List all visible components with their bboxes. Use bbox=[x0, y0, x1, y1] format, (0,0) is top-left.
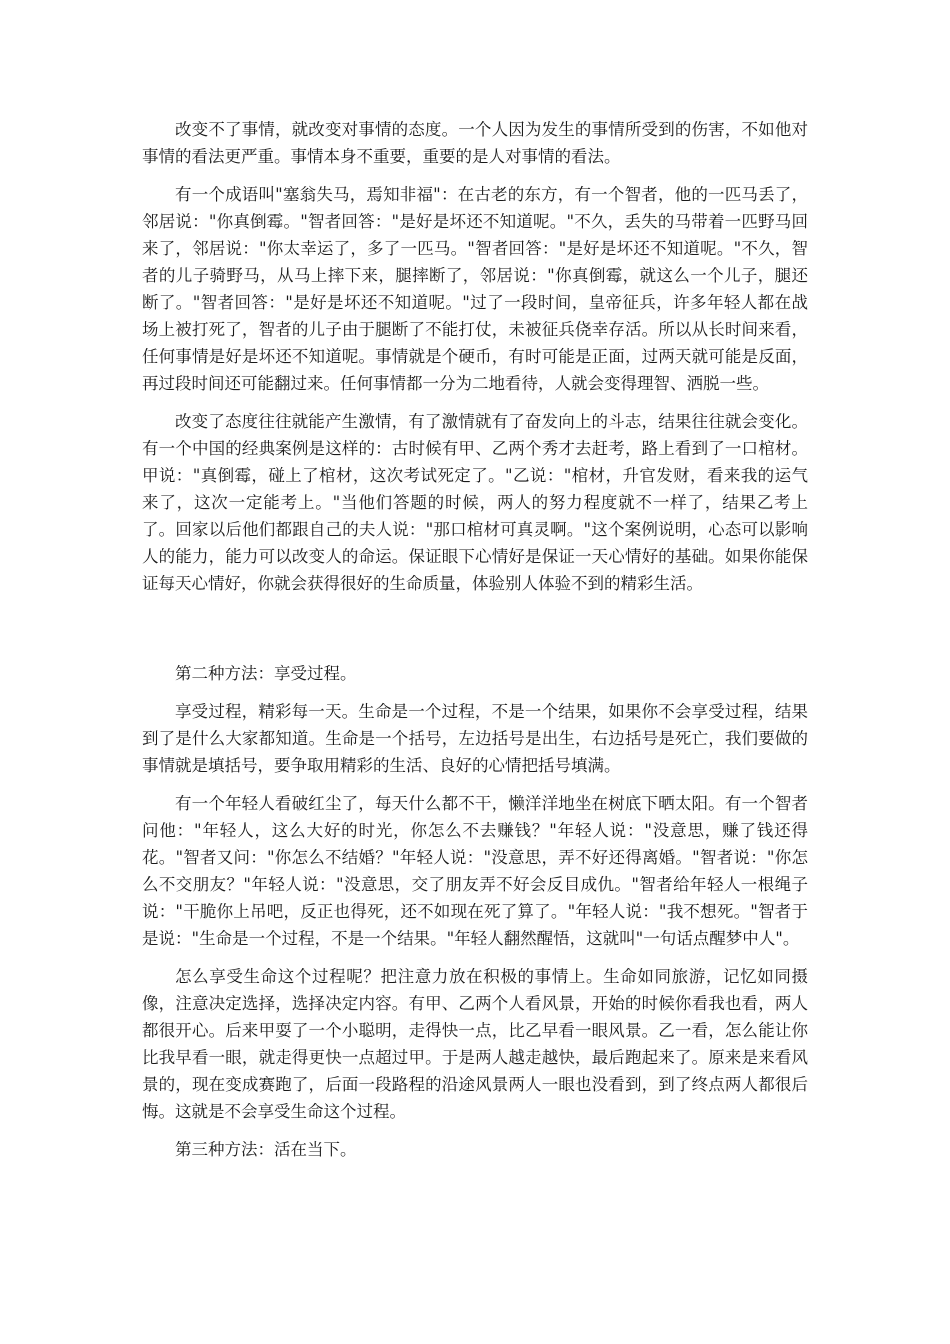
heading-method-two: 第二种方法：享受过程。 bbox=[175, 664, 357, 683]
paragraph-enjoy-process: 享受过程，精彩每一天。生命是一个过程，不是一个结果，如果你不会享受过程，结果到了是什么大家都知道。生命是一个括号，左边括号是出生，右边括号是死亡，我们要做的事情就是填括号，要争取用精彩的生活、良好的心情把括号填满。 bbox=[142, 702, 808, 775]
heading-method-three: 第三种方法：活在当下。 bbox=[175, 1140, 357, 1159]
paragraph-coffin-story: 改变了态度往往就能产生激情，有了激情就有了奋发向上的斗志，结果往往就会变化。有一个中国的经典案例是这样的：古时候有甲、乙两个秀才去赶考，路上看到了一口棺材。甲说："真倒霉，碰上了棺材，这次考试死定了。"乙说："棺材，升官发财，看来我的运气来了，这次一定能考上。"当他们答题的时候，两人的努力程度就不一样了，结果乙考上了。回家以后他们都跟自己的夫人说："那口棺材可真灵啊。"这个案例说明，心态可以影响人的能力，能力可以改变人的命运。保证眼下心情好是保证一天心情好的基础。如果你能保证每天心情好，你就会获得很好的生命质量，体验别人体验不到的精彩生活。 bbox=[142, 412, 808, 593]
section-gap bbox=[142, 608, 808, 660]
paragraph-saiweng-story: 有一个成语叫"塞翁失马，焉知非福"：在古老的东方，有一个智者，他的一匹马丢了，邻居说："你真倒霉。"智者回答："是好是坏还不知道呢。"不久，丢失的马带着一匹野马回来了，邻居说："你太幸运了，多了一匹马。"智者回答："是好是坏还不知道呢。"不久，智者的儿子骑野马，从马上摔下来，腿摔断了，邻居说："你真倒霉，就这么一个儿子，腿还断了。"智者回答："是好是坏还不知道呢。"过了一段时间，皇帝征兵，许多年轻人都在战场上被打死了，智者的儿子由于腿断了不能打仗，未被征兵侥幸存活。所以从长时间来看，任何事情是好是坏还不知道呢。事情就是个硬币，有时可能是正面，过两天就可能是反面，再过段时间还可能翻过来。任何事情都一分为二地看待，人就会变得理智、洒脱一些。 bbox=[142, 185, 808, 393]
paragraph-young-man-story: 有一个年轻人看破红尘了，每天什么都不干，懒洋洋地坐在树底下晒太阳。有一个智者问他："年轻人，这么大好的时光，你怎么不去赚钱？"年轻人说："没意思，赚了钱还得花。"智者又问："你怎么不结婚？"年轻人说："没意思，弄不好还得离婚。"智者说："你怎么不交朋友？"年轻人说："没意思，交了朋友弄不好会反目成仇。"智者给年轻人一根绳子说："干脆你上吊吧，反正也得死，还不如现在死了算了。"年轻人说："我不想死。"智者于是说："生命是一个过程，不是一个结果。"年轻人翻然醒悟，这就叫"一句话点醒梦中人"。 bbox=[142, 794, 808, 948]
paragraph-scenery-story: 怎么享受生命这个过程呢？把注意力放在积极的事情上。生命如同旅游，记忆如同摄像，注意决定选择，选择决定内容。有甲、乙两个人看风景，开始的时候你看我也看，两人都很开心。后来甲耍了一个小聪明，走得快一点，比乙早看一眼风景。乙一看，怎么能让你比我早看一眼，就走得更快一点超过甲。于是两人越走越快，最后跑起来了。原来是来看风景的，现在变成赛跑了，后面一段路程的沿途风景两人一眼也没看到，到了终点两人都很后悔。这就是不会享受生命这个过程。 bbox=[142, 967, 808, 1121]
document-page bbox=[142, 116, 808, 1174]
paragraph-attitude: 改变不了事情，就改变对事情的态度。一个人因为发生的事情所受到的伤害，不如他对事情的看法更严重。事情本身不重要，重要的是人对事情的看法。 bbox=[142, 120, 808, 166]
